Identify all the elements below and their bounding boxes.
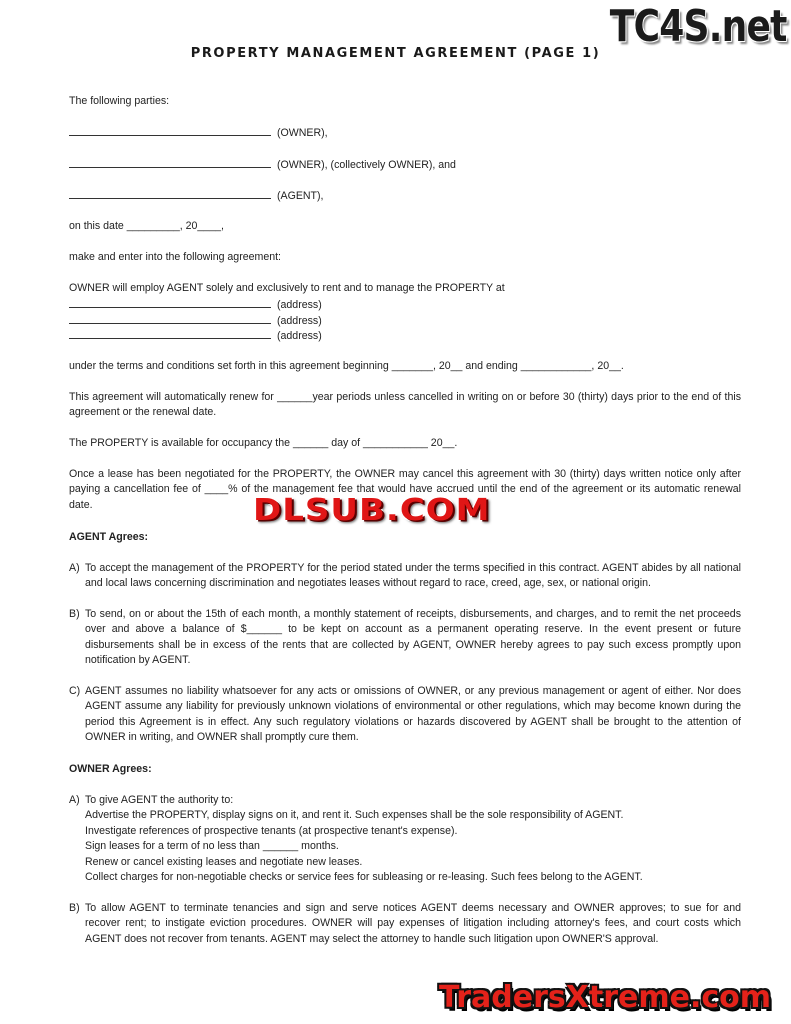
item-text: To send, on or about the 15th of each month, a monthly statement of receipts, disbursements, and charges, and to remit the net proceeds over and above a balance of $______ to be kept on account as a permanent operating reserve. In the event present or future disbursements shall be in excess of the rents that are collected by AGENT, OWNER hereby agrees to pay such excess promptly upon notification by AGENT. <box>85 608 741 667</box>
owner-item-b <box>69 901 741 947</box>
intro-text: The following parties: <box>69 95 170 107</box>
terms-line: under the terms and conditions set forth in this agreement beginning _______, 20__ and ending ____________, 20__. <box>69 360 624 372</box>
owner-heading: OWNER Agrees: <box>69 763 152 775</box>
item-label: A) <box>69 794 80 806</box>
party-owner-1 <box>69 125 741 141</box>
blank-line <box>69 313 271 324</box>
blank-line <box>69 157 271 168</box>
item-text: To accept the management of the PROPERTY for the period stated under the terms specified in this contract. AGENT abides by all national and local laws concerning discrimination and negotiates leases without regard to race, creed, age, sex, or national origin. <box>85 562 741 590</box>
blank-line <box>69 188 271 199</box>
owner1-label: (OWNER), <box>277 127 328 139</box>
address-line-1 <box>69 297 741 313</box>
occupancy-line: The PROPERTY is available for occupancy the ______ day of ___________ 20__. <box>69 437 458 449</box>
blank-line <box>69 125 271 136</box>
watermark-tradersxtreme: TradersXtreme.com <box>439 980 771 1015</box>
address-line-3 <box>69 328 741 344</box>
lease-paragraph: Once a lease has been negotiated for the PROPERTY, the OWNER may cancel this agreement with 30 (thirty) days written notice only after paying a cancellation fee of ____% of the management fee that would have accrued until the end of the agreement or its automatic renewal date. <box>69 468 741 511</box>
item-text: AGENT assumes no liability whatsoever for any acts or omissions of OWNER, or any previous management or agent of either. Nor does AGENT assume any liability for previously unknown violations of environmental or other regulations, which may become known during the period this Agreement is in effect. Any such regulatory violations or hazards discovered by AGENT shall be brought to the attention of OWNER in writing, and OWNER shall promptly cure them. <box>85 685 741 744</box>
renew-paragraph: This agreement will automatically renew for ______year periods unless cancelled in writing on or before 30 (thirty) days prior to the end of this agreement or the renewal date. <box>69 391 741 419</box>
page-title: PROPERTY MANAGEMENT AGREEMENT (PAGE 1) <box>190 46 601 61</box>
owner-a-line-2: Investigate references of prospective tenants (at prospective tenant's expense). <box>85 825 458 837</box>
blank-line <box>69 328 271 339</box>
party-owner-2 <box>69 157 741 173</box>
item-text: To give AGENT the authority to: <box>85 794 234 806</box>
owner-item-a <box>69 793 741 808</box>
agent-item-c <box>69 684 741 746</box>
owner-a-line-4: Renew or cancel existing leases and negotiate new leases. <box>85 856 363 868</box>
item-text: To allow AGENT to terminate tenancies and sign and serve notices AGENT deems necessary and OWNER approves; to sue for and recover rent; to instigate eviction procedures. OWNER will pay expenses of litigation including attorney's fees, and court costs which AGENT does not recover from tenants. AGENT may select the attorney to handle such litigation upon OWNER'S approval. <box>85 902 741 945</box>
blank-line <box>69 297 271 308</box>
make-enter-line: make and enter into the following agreement: <box>69 251 282 263</box>
owner2-label: (OWNER), (collectively OWNER), and <box>277 159 456 171</box>
item-label: B) <box>69 608 80 620</box>
owner-a-line-1: Advertise the PROPERTY, display signs on it, and rent it. Such expenses shall be the sole responsibility of AGENT. <box>85 809 624 821</box>
agent-label: (AGENT), <box>277 190 324 202</box>
owner-a-line-3: Sign leases for a term of no less than ______ months. <box>85 840 339 852</box>
address-label: (address) <box>277 315 322 327</box>
item-label: C) <box>69 685 81 697</box>
address-label: (address) <box>277 299 322 311</box>
agent-item-a <box>69 561 741 592</box>
item-label: A) <box>69 562 80 574</box>
date-line: on this date _________, 20____, <box>69 220 224 232</box>
watermark-dlsub: DLSUB.COM <box>253 492 491 528</box>
party-agent <box>69 188 741 204</box>
agent-heading: AGENT Agrees: <box>69 531 149 543</box>
agent-item-b <box>69 607 741 669</box>
owner-a-line-5: Collect charges for non-negotiable checks or service fees for subleasing or re-leasing. Such fees belong to the AGENT. <box>85 871 643 883</box>
employ-line: OWNER will employ AGENT solely and exclusively to rent and to manage the PROPERTY at <box>69 282 505 294</box>
item-label: B) <box>69 902 80 914</box>
watermark-tc4s: TC4S.net <box>610 1 787 52</box>
address-line-2 <box>69 313 741 329</box>
address-label: (address) <box>277 330 322 342</box>
